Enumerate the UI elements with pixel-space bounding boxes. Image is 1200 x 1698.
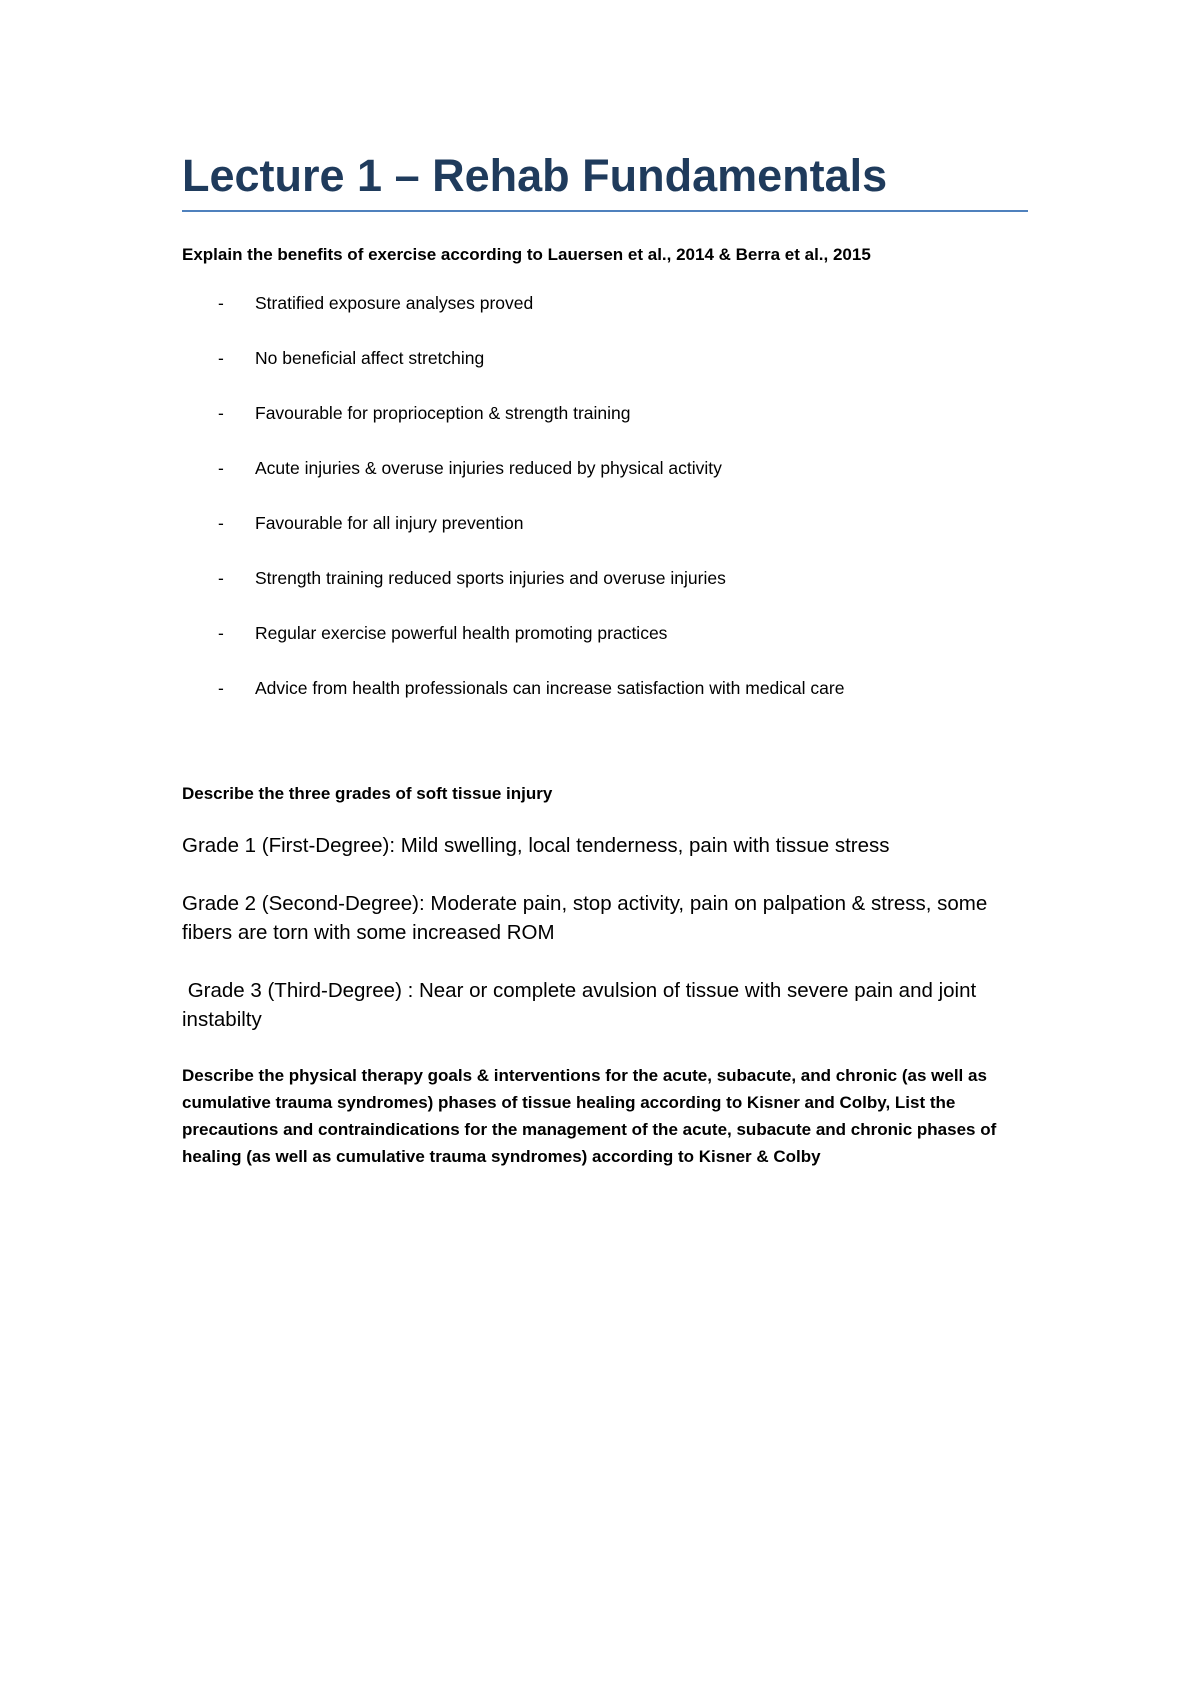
list-item	[182, 675, 1028, 701]
page-title: Lecture 1 – Rehab Fundamentals	[182, 148, 1028, 212]
grade-3-description: Grade 3 (Third-Degree) : Near or complete avulsion of tissue with severe pain and joint instabilty	[182, 979, 982, 1031]
list-item-text: Acute injuries & overuse injuries reduced by physical activity	[255, 458, 722, 478]
grade-1-description: Grade 1 (First-Degree): Mild swelling, local tenderness, pain with tissue stress	[182, 834, 890, 857]
list-item	[182, 565, 1028, 591]
list-item	[182, 345, 1028, 371]
bullet-dash: -	[218, 568, 224, 588]
list-item-text: Advice from health professionals can increase satisfaction with medical care	[255, 678, 845, 698]
list-item-text: Regular exercise powerful health promoting practices	[255, 623, 668, 643]
list-item	[182, 620, 1028, 646]
question-exercise-benefits: Explain the benefits of exercise according to Lauersen et al., 2014 & Berra et al., 2015	[182, 245, 871, 264]
bullet-dash: -	[218, 348, 224, 368]
bullet-dash: -	[218, 513, 224, 533]
benefits-list	[182, 290, 1028, 701]
bullet-dash: -	[218, 458, 224, 478]
question-pt-goals-interventions: Describe the physical therapy goals & interventions for the acute, subacute, and chronic (as well as cumulative trauma syndromes) phases of tissue healing according to Kisner and Colby, List the precautions and contraindications for the management of the acute, subacute and chronic phases of healing (as well as cumulative trauma syndromes) according to Kisner & Colby	[182, 1066, 997, 1166]
question-injury-grades: Describe the three grades of soft tissue injury	[182, 784, 553, 803]
list-item-text: Favourable for proprioception & strength training	[255, 403, 631, 423]
list-item-text: Favourable for all injury prevention	[255, 513, 524, 533]
bullet-dash: -	[218, 293, 224, 313]
list-item	[182, 455, 1028, 481]
bullet-dash: -	[218, 403, 224, 423]
list-item-text: No beneficial affect stretching	[255, 348, 485, 368]
list-item	[182, 400, 1028, 426]
list-item-text: Strength training reduced sports injuries and overuse injuries	[255, 568, 726, 588]
list-item	[182, 510, 1028, 536]
list-item-text: Stratified exposure analyses proved	[255, 293, 534, 313]
document-content	[182, 148, 1028, 1170]
grade-2-description: Grade 2 (Second-Degree): Moderate pain, stop activity, pain on palpation & stress, some fibers are torn with some increased ROM	[182, 892, 988, 944]
bullet-dash: -	[218, 678, 224, 698]
list-item	[182, 290, 1028, 316]
bullet-dash: -	[218, 623, 224, 643]
